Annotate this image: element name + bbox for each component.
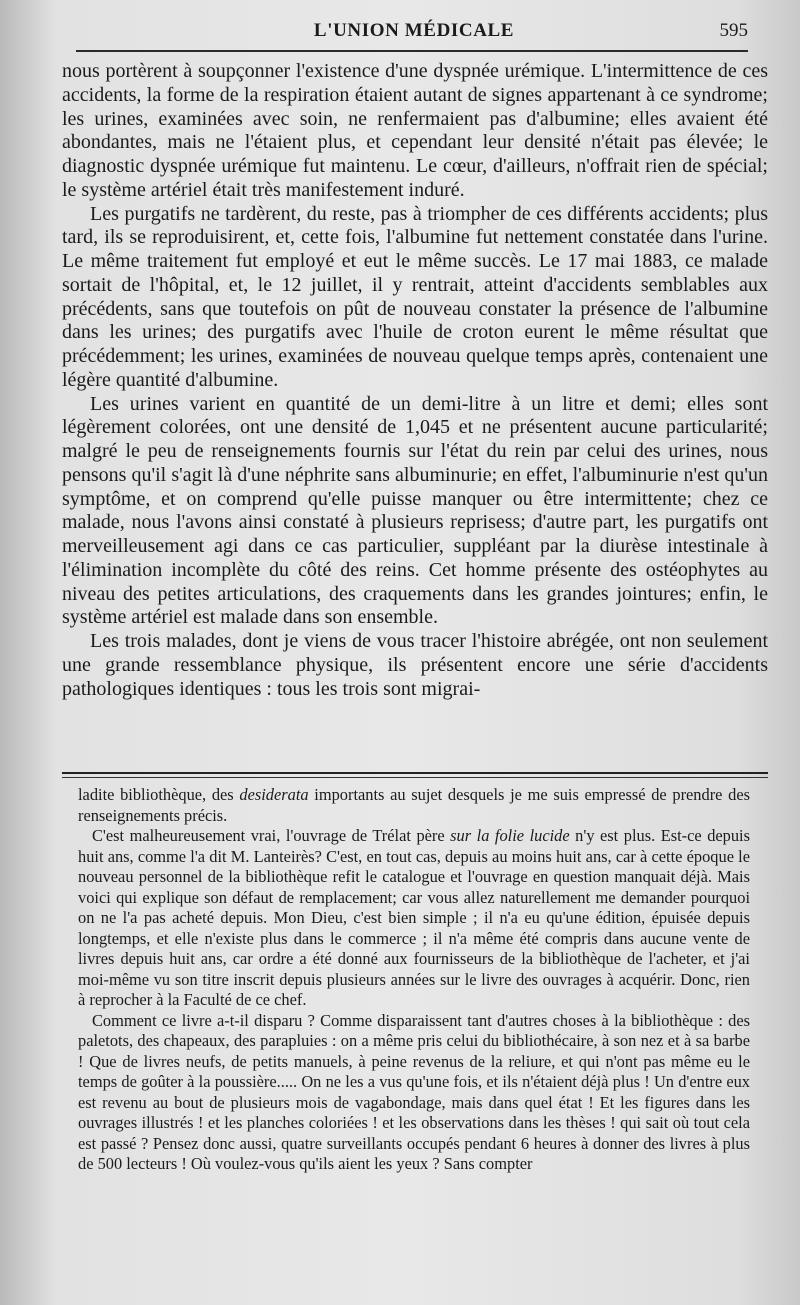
main-text <box>62 60 768 701</box>
page-number: 595 <box>719 20 748 41</box>
header-rule <box>76 50 748 52</box>
paragraph-3: Les urines varient en quantité de un demi-litre à un litre et demi; elles sont légèrement colorées, ont une densité de 1,045 et ne présentent aucune particularité; malgré le peu de renseignements fournis sur l'état du rein par celui des urines, nous pensons qu'il s'agit là d'une néphrite sans albuminurie; en effet, l'albuminurie n'est qu'un symptôme, et on comprend qu'elle puisse manquer ou être intermittente; chez ce malade, nous l'avons ainsi constaté à plusieurs reprisess; d'autre part, les purgatifs ont merveilleusement agi dans ce cas particulier, suppléant par la diurèse intestinale à l'élimination incomplète du côté des reins. Cet homme présente des ostéophytes au niveau des petites articulations, des craquements dans les grandes jointures; enfin, le système artériel est malade dans son ensemble. <box>62 392 768 629</box>
paragraph-4: Les trois malades, dont je viens de vous tracer l'histoire abrégée, ont non seulement une grande ressemblance physique, ils présentent encore une série d'accidents pathologiques identiques : tous les trois sont migrai- <box>62 630 768 700</box>
footnote-paragraph-2: C'est malheureusement vrai, l'ouvrage de Trélat père sur la folie lucide n'y est plus. Est-ce depuis huit ans, comme l'a dit M. Lanteirès? C'est, en tout cas, depuis au moins huit ans, car à cette époque le nouveau personnel de la bibliothèque refit le catalogue et l'ouvrage en question manquait déjà. Mais voici qui explique son défaut de remplacement; car vous allez naturellement me demander pourquoi on ne l'a pas acheté depuis. Mon Dieu, c'est bien simple ; il n'a eu qu'une édition, épuisée depuis longtemps, et elle n'existe plus dans le commerce ; il n'a même été compris dans aucune vente de livres depuis huit ans, car ordre a été donné aux fournisseurs de la bibliothèque de l'acheter, et j'ai moi-même vu son titre inscrit depuis plusieurs années sur le livre des ouvrages à acquérir. Donc, rien à reprocher à la Faculté de ce chef. <box>78 826 750 1009</box>
footnote-paragraph-1: ladite bibliothèque, des desiderata importants au sujet desquels je me suis empressé de prendre des renseignements précis. <box>78 785 750 825</box>
paragraph-2: Les purgatifs ne tardèrent, du reste, pas à triompher de ces différents accidents; plus tard, ils se reproduisirent, et, cette fois, l'albumine fut nettement constatée dans l'urine. Le même traitement fut employé et eut le même succès. Le 17 mai 1883, ce malade sortait de l'hôpital, et, le 12 juillet, il y rentrait, atteint d'accidents semblables aux précédents, sans que toutefois on pût de nouveau constater la présence de l'albumine dans les urines; des purgatifs avec l'huile de croton eurent le même résultat que précédemment; les urines, examinées de nouveau quelque temps après, contenaient une légère quantité d'albumine. <box>62 202 768 391</box>
journal-title: L'UNION MÉDICALE <box>313 20 515 41</box>
paragraph-1: nous portèrent à soupçonner l'existence d'une dyspnée urémique. L'intermittence de ces accidents, la forme de la respiration étaient autant de signes appartenant à ce syndrome; les urines, examinées avec soin, ne renfermaient pas d'albumine; elles avaient été abondantes, mais ne l'étaient plus, et cependant leur densité n'était pas élevée; le diagnostic dyspnée urémique fut maintenu. Le cœur, d'ailleurs, n'offrait rien de spécial; le système artériel était très manifestement induré. <box>62 60 768 201</box>
footnote <box>78 785 750 1175</box>
running-header <box>80 16 748 46</box>
footnote-rule <box>62 772 768 774</box>
footnote-rule-thin <box>62 777 768 778</box>
footnote-paragraph-3: Comment ce livre a-t-il disparu ? Comme disparaissent tant d'autres choses à la bibliothèque : des paletots, des chapeaux, des parapluies : on a même pris celui du bibliothécaire, à son nez et à sa barbe ! Que de livres neufs, de petits manuels, à peine revenus de la reliure, et qui n'ont pas même eu le temps de goûter à la poussière..... On ne les a vus qu'une fois, et ils n'étaient déjà plus ! Un d'entre eux est revenu au bout de plusieurs mois de vagabondage, mais dans quel état ! Et les figures dans les ouvrages illustrés ! et les planches coloriées ! et les observations dans les thèses ! qui sait où tout cela est passé ? Pensez donc aussi, quatre surveillants occupés pendant 6 heures à donner des livres à plus de 500 lecteurs ! Où voulez-vous qu'ils aient les yeux ? Sans compter <box>78 1010 750 1173</box>
